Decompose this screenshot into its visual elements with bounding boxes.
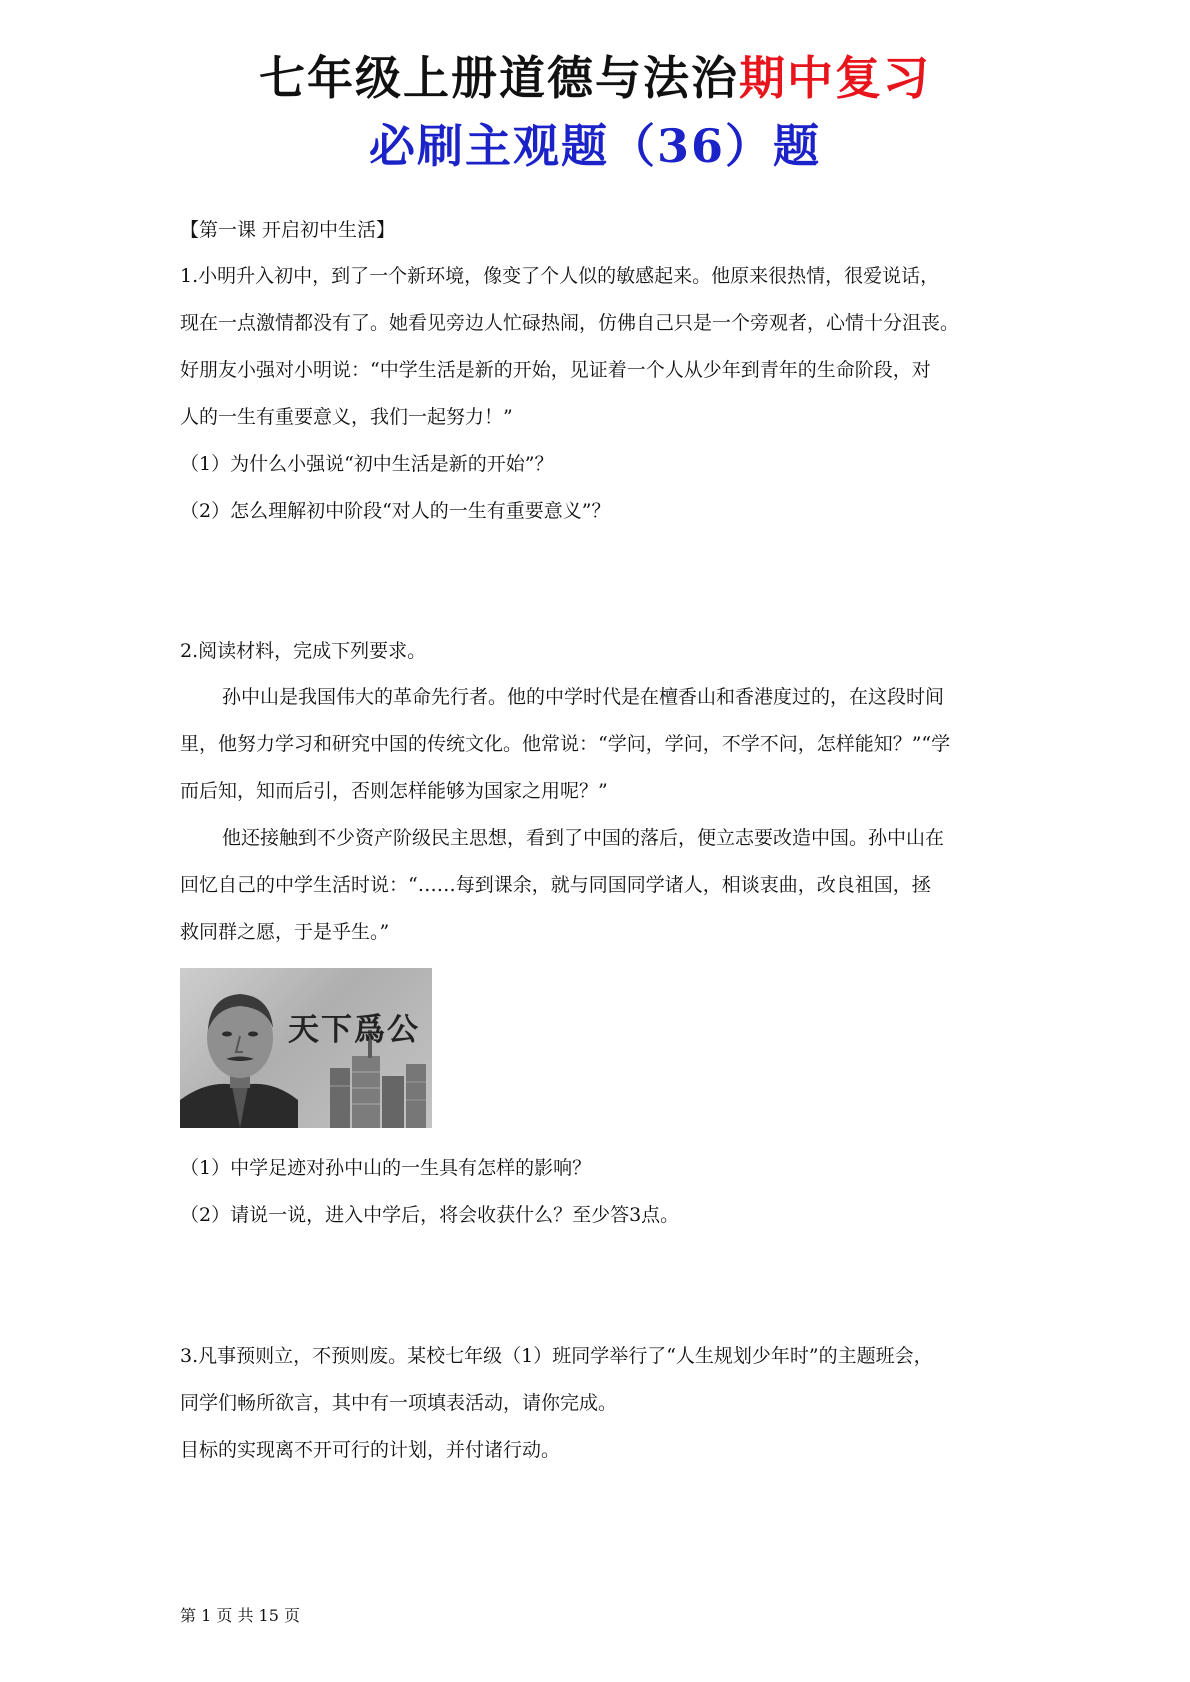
title-red-part: 期中复习 xyxy=(739,51,931,105)
q1-sub-question-1: （1）为什么小强说“初中生活是新的开始”？ xyxy=(180,453,554,475)
title-line-1 xyxy=(0,48,1190,108)
q2-sub-question-1: （1）中学足迹对孙中山的一生具有怎样的影响？ xyxy=(180,1157,592,1179)
q2-sub-question-2: （2）请说一说，进入中学后，将会收获什么？至少答3点。 xyxy=(180,1204,680,1226)
q1-line-2: 现在一点激情都没有了。她看见旁边人忙碌热闹，仿佛自己只是一个旁观者，心情十分沮丧。 xyxy=(180,312,960,334)
q3-line-1: 3.凡事预则立，不预则废。某校七年级（1）班同学举行了“人生规划少年时”的主题班会， xyxy=(180,1345,933,1367)
q2-intro: 2.阅读材料，完成下列要求。 xyxy=(180,640,427,662)
q2-para2-line-1: 他还接触到不少资产阶级民主思想，看到了中国的落后，便立志要改造中国。孙中山在 xyxy=(222,827,945,849)
q2-para2-line-3: 救同群之愿，于是乎生。” xyxy=(180,921,390,943)
title-black-part: 七年级上册道德与法治 xyxy=(259,51,739,105)
q2-para1-line-3: 而后知，知而后引，否则怎样能够为国家之用呢？” xyxy=(180,780,608,802)
page-footer: 第 1 页 共 15 页 xyxy=(180,1606,300,1625)
q2-para1-line-1: 孙中山是我国伟大的革命先行者。他的中学时代是在檀香山和香港度过的，在这段时间 xyxy=(222,686,945,708)
sun-yat-sen-photo xyxy=(180,968,432,1128)
q3-line-3: 目标的实现离不开可行的计划，并付诸行动。 xyxy=(180,1439,561,1461)
q1-line-1: 1.小明升入初中，到了一个新环境，像变了个人似的敏感起来。他原来很热情，很爱说话， xyxy=(180,265,940,287)
q2-para1-line-2: 里，他努力学习和研究中国的传统文化。他常说：“学问，学问，不学不问，怎样能知？”“学 xyxy=(180,733,951,755)
q2-para2-line-2: 回忆自己的中学生活时说：“……每到课余，就与同国同学诸人，相谈衷曲，改良祖国，拯 xyxy=(180,874,931,896)
lesson-header: 【第一课 开启初中生活】 xyxy=(180,219,396,241)
calligraphy-text: 天下爲公 xyxy=(288,1012,420,1048)
title-line-2: 必刷主观题（36）题 xyxy=(368,119,821,173)
q1-line-4: 人的一生有重要意义，我们一起努力！” xyxy=(180,406,513,428)
q1-line-3: 好朋友小强对小明说：“中学生活是新的开始，见证着一个人从少年到青年的生命阶段，对 xyxy=(180,359,931,381)
q3-line-2: 同学们畅所欲言，其中有一项填表活动，请你完成。 xyxy=(180,1392,618,1414)
q1-sub-question-2: （2）怎么理解初中阶段“对人的一生有重要意义”？ xyxy=(180,500,611,522)
